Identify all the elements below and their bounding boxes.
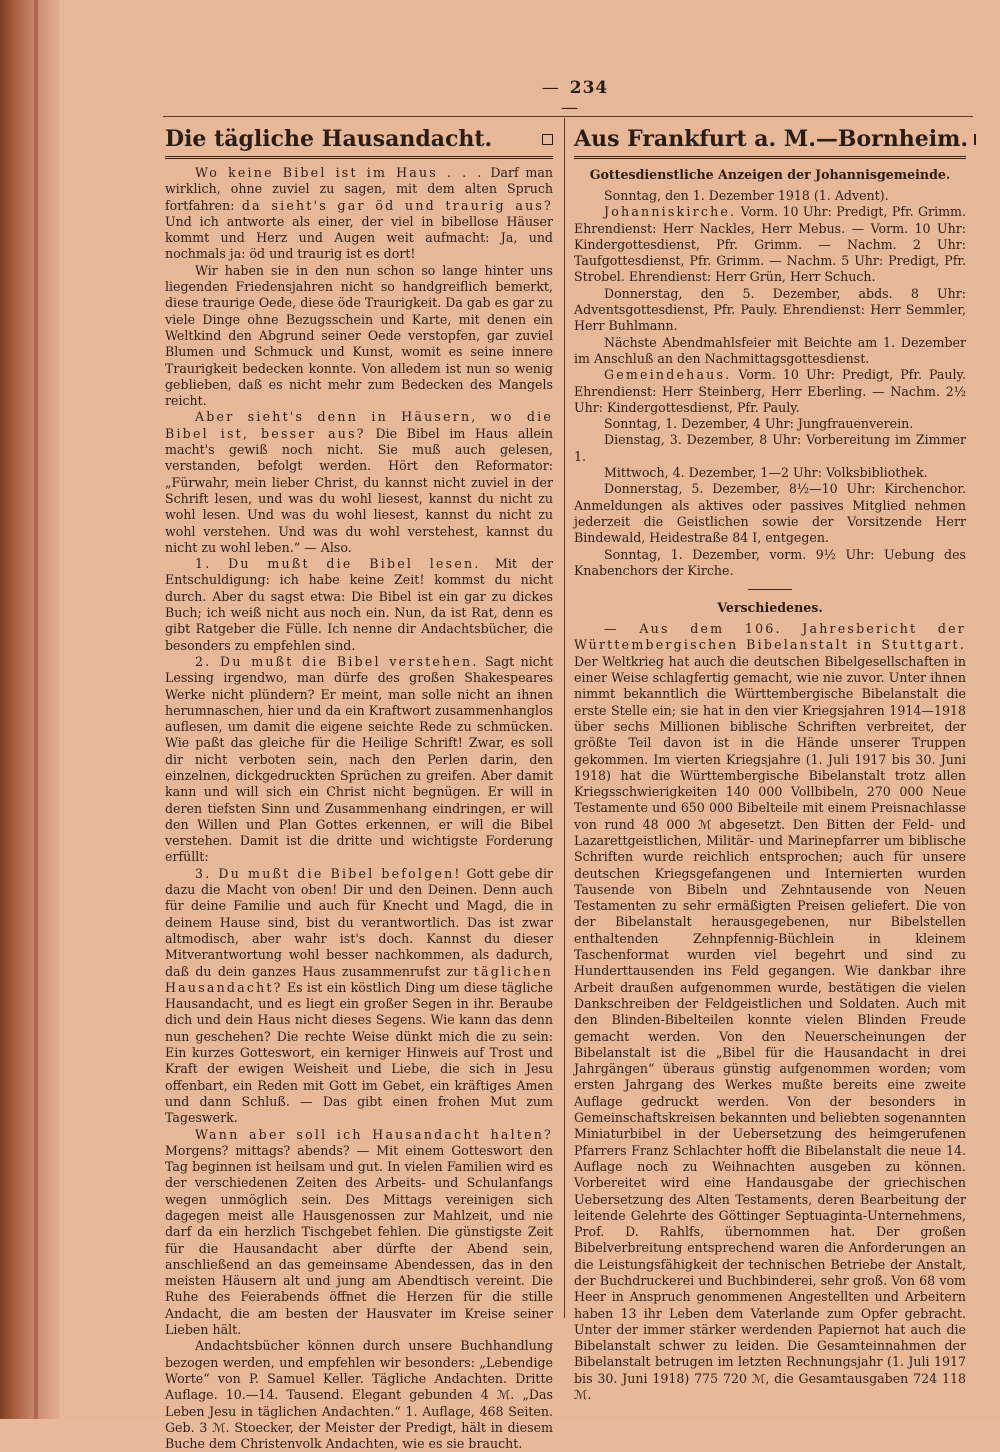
- right-paragraph-7: Dienstag, 3. Dezember, 8 Uhr: Vorbereitung im Zimmer 1.: [574, 432, 966, 464]
- section-divider: [748, 589, 792, 590]
- spaced-phrase: da sieht's gar öd und traurig aus?: [241, 197, 553, 213]
- right-paragraph-4: Nächste Abendmahlsfeier mit Beichte am 1. Dezember im Anschluß an den Nachmittagsgottesdienst.: [574, 334, 966, 366]
- left-paragraph-6: [165, 866, 553, 1127]
- spaced-phrase: Johanniskirche.: [604, 204, 737, 220]
- text-run: Mit der Entschuldigung: ich habe keine Zeit! kommst du nicht durch. Aber du sagst etwa: Die Bibel ist ein gar zu dickes Buch; ich weiß nicht aus noch ein. Nun, da ist Rat, denn es gibt Ratgeber die Fülle. Ich nenne dir Andachtsbücher, die besonders zu empfehlen sind.: [165, 556, 554, 653]
- spaced-phrase: Gemeindehaus.: [604, 367, 732, 383]
- text-run: Morgens? mittags? abends? — Mit einem Gotteswort den Tag beginnen ist heilsam und gut. In vielen Familien wird es der verschiedenen Zeiten des Arbeits- und Schulanfangs wegen unmöglich sein. Des Mittags vereinigen sich dagegen meist alle Hausgenossen zur Mahlzeit, und nie darf da ein herzlich Tischgebet fehlen. Die günstigste Zeit für die Hausandacht aber dürfte der Abend sein, anschließend an das gemeinsame Abendessen, das in den meisten Häusern alt und jung am Abendtisch vereint. Die Ruhe des Feierabends öffnet die Herzen für die stille Andacht, die am besten der Hausvater im Kreise seiner Lieben hält.: [165, 1142, 553, 1338]
- page-number-dash-left: —: [541, 78, 560, 98]
- right-paragraph-11: [574, 621, 966, 1403]
- left-column-title-text: Die tägliche Hausandacht.: [165, 126, 493, 152]
- spaced-phrase: täglichen Hausandacht?: [165, 963, 553, 995]
- page-number-value: 234: [569, 78, 609, 98]
- square-ornament-icon: [542, 134, 553, 145]
- spaced-phrase: 3. Du mußt die Bibel befolgen!: [195, 865, 462, 881]
- right-paragraph-9: Donnerstag, 5. Dezember, 8½—10 Uhr: Kirchenchor. Anmeldungen als aktives oder passives Mitglied nehmen jederzeit die Geistlichen sowie der Vorsitzende Herr Bindewald, Heidestraße 84 I, entgegen.: [574, 481, 966, 546]
- spaced-phrase: Aber sieht's denn in Häusern, wo die Bibel ist, besser aus?: [165, 409, 553, 441]
- page-number-dash-right: —: [561, 98, 579, 118]
- column-divider: [564, 118, 565, 1318]
- text-run: Und ich antworte als einer, der viel in bibellose Häuser kommt und Herz und Augen weit aufmacht: Ja, und nochmals ja: öd und traurig ist es dort!: [165, 213, 553, 262]
- spaced-phrase: Wann aber soll ich Hausandacht halten?: [195, 1126, 553, 1142]
- spaced-phrase: 2. Du mußt die Bibel verstehen.: [195, 653, 479, 669]
- text-run: Es ist ein köstlich Ding um diese tägliche Hausandacht, und es liegt ein großer Segen in ihr. Beraube dich und dein Haus nicht dieses Segens. Wie kann das denn nun geschehen? Die rechte Weise dünkt mich die zu sein: Ein kurzes Gotteswort, ein kerniger Hinweis auf Trost und Kraft der ewigen Weisheit und Liebe, die sich in Jesu offenbart, ein Reden mit Gott im Gebet, ein kräftiges Amen und dann Schluß. — Das gibt einen frohen Mut zum Tageswerk.: [165, 979, 553, 1126]
- left-paragraph-2: Wir haben sie in den nun schon so lange hinter uns liegenden Friedensjahren nicht so handgreiflich bemerkt, diese traurige Oede, diese öde Traurigkeit. Da gab es gar zu viele Dinge ohne Bezugsschein und Karte, mit denen ein Weltkind den Abgrund seiner Oede verstopfen, gar zuviel Blumen und Schmuck und Kunst, womit es seine innere Traurigkeit bedecken konnte. Von alledem ist nun so wenig geblieben, daß es nicht mehr zum Bedecken des Mangels reicht.: [165, 262, 553, 409]
- text-run: Die Bibel im Haus allein macht's gewiß noch nicht. Sie muß auch gelesen, verstanden, befolgt werden. Hört den Reformator: „Fürwahr, mein lieber Christ, du kannst nicht zuviel in der Schrift lesen, und was du wohl liesest, kannst du nicht zu wohl lesen. Und was du wohl liesest, kannst du nicht zu wohl verstehen. Und was du wohl verstehest, kannst du nicht zu wohl leben.“ — Also.: [165, 425, 553, 555]
- right-paragraph-8: Mittwoch, 4. Dezember, 1—2 Uhr: Volksbibliothek.: [604, 465, 928, 481]
- left-paragraph-8: Andachtsbücher können durch unsere Buchhandlung bezogen werden, und empfehlen wir besonders: „Lebendige Worte“ von P. Samuel Keller. Tägliche Andachten. Dritte Auflage. 10.—14. Tausend. Elegant gebunden 4 ℳ. „Das Leben Jesu in täglichen Andachten.“ 1. Auflage, 468 Seiten. Geb. 3 ℳ. Stoecker, der Meister der Predigt, hält in diesem Buche dem Christenvolk Andachten, wie es sie braucht.: [165, 1338, 553, 1452]
- left-column: [165, 126, 553, 1452]
- left-column-title: [165, 126, 553, 159]
- right-paragraph-2: [574, 204, 966, 285]
- text-run: Vorm. 10 Uhr: Predigt, Pfr. Pauly. Ehrendienst: Herr Steinberg, Herr Eberling. — Nachm. 2½ Uhr: Kindergottesdienst, Pfr. Pauly.: [574, 367, 966, 415]
- spaced-phrase: — Aus dem 106. Jahresbericht der Württembergischen Bibelanstalt in Stuttgart.: [574, 621, 966, 653]
- right-column-title: [574, 126, 969, 159]
- sub-heading-services: Gottesdienstliche Anzeigen der Johannisgemeinde.: [589, 167, 951, 182]
- binding-edge: [34, 0, 38, 1419]
- left-paragraph-7: [165, 1127, 553, 1339]
- right-column-title-text: Aus Frankfurt a. M.—Bornheim.: [574, 126, 969, 152]
- right-paragraph-1: Sonntag, den 1. Dezember 1918 (1. Advent).: [604, 188, 889, 203]
- sub-heading-misc: Verschiedenes.: [717, 600, 823, 616]
- text-run: Sagt nicht Lessing irgendwo, man dürfe des großen Shakespeares Werke nicht plündern? Er meint, man solle nicht an ihnen herumnaschen, hier und da ein Kraftwort zusammenhanglos auflesen, um damit die eigene seichte Rede zu schmücken. Wie paßt das gleiche für die Heilige Schrift! Zwar, es soll dir nicht verboten sein, nach den Perlen darin, den einzelnen, dickgedruckten Sprüchen zu greifen. Aber damit kann und will sich ein Christ nicht begnügen. Er will in deren tiefsten Sinn und Zusammenhang eindringen, er will den Willen und Plan Gottes erkennen, er will die Bibel verstehen. Damit ist die dritte und wichtigste Forderung erfüllt:: [165, 653, 553, 865]
- text-run: Der Weltkrieg hat auch die deutschen Bibelgesellschaften in einer Weise schlagfertig gemacht, wie nie zuvor. Unter ihnen nimmt bekanntlich die Württembergische Bibelanstalt die erste Stelle ein; sie hat in den vier Kriegsjahren 1914—1918 über sechs Millionen biblische Schriften verbreitet, der größte Teil davon ist in die Hände unserer Truppen gekommen. Im vierten Kriegsjahre (1. Juli 1917 bis 30. Juni 1918) hat die Württembergische Bibelanstalt trotz allen Kriegsschwierigkeiten 140 000 Vollbibeln, 270 000 Neue Testamente und 650 000 Bibelteile mit einem Preisnachlasse von rund 48 000 ℳ abgesetzt. Den Bitten der Feld- und Lazarettgeistlichen, Militär- und Marinepfarrer um biblische Schriften wurde reichlich entsprochen; auch für unsere deutschen Kriegsgefangenen und Internierten wurden Tausende von Bibeln und Zehntausende von Neuen Testamenten zu sehr ermäßigten Preisen geliefert. Die von der Bibelanstalt herausgegebenen, nur Bibelstellen enthaltenden Zehnpfennig-Büchlein in kleinem Taschenformat wurden viel begehrt und sind zu Hunderttausenden ins Feld gegangen. Wie dankbar ihre Arbeit draußen aufgenommen wurde, bestätigen die vielen Dankschreiben der Feldgeistlichen und Soldaten. Auch mit den Blinden-Bibelteilen konnte vielen Blinden Freude gemacht werden. Von den Neuerscheinungen der Bibelanstalt ist die „Bibel für die Hausandacht in drei Jahrgängen“ überaus günstig aufgenommen worden; vom ersten Jahrgang des Werkes mußte bereits eine zweite Auflage gedruckt werden. Von der besonders in Gemeinschaftskreisen bekannten und beliebten sogenannten Miniaturbibel in der Uebersetzung des heimgerufenen Pfarrers Franz Schlachter hofft die Bibelanstalt die neue 14. Auflage noch zu Weihnachten ausgeben zu können. Vorbereitet wird eine Handausgabe der griechischen Uebersetzung des Alten Testaments, deren Bearbeitung der leitende Gelehrte des Göttinger Septuaginta-Unternehmens, Prof. D. Rahlfs, übernommen hat. Der großen Bibelverbreitung entsprechend waren die Anforderungen an die Leistungsfähigkeit der technischen Betriebe der Anstalt, der Buchdruckerei und Buchbinderei, sehr groß. Von 68 vom Heer in Anspruch genommenen Angestellten und Arbeitern haben 13 ihr Leben dem Vaterlande zum Opfer gebracht. Unter der immer stärker werdenden Papiernot hat auch die Bibelanstalt schwer zu leiden. Die Gesamteinnahmen der Bibelanstalt betrugen im letzten Rechnungsjahr (1. Juli 1917 bis 30. Juni 1918) 775 720 ℳ, die Gesamtausgaben 724 118 ℳ.: [574, 653, 966, 1403]
- spaced-phrase: Wo keine Bibel ist im Haus . . .: [195, 165, 484, 180]
- right-paragraph-5: [574, 367, 966, 416]
- right-column: [574, 126, 969, 1403]
- right-paragraph-6: Sonntag, 1. Dezember, 4 Uhr: Jungfrauenverein.: [604, 416, 914, 432]
- left-paragraph-5: [165, 654, 553, 866]
- right-paragraph-3: Donnerstag, den 5. Dezember, abds. 8 Uhr: Adventsgottesdienst, Pfr. Pauly. Ehrendienst: Herr Semmler, Herr Buhlmann.: [574, 285, 966, 334]
- book-binding: [0, 0, 62, 1419]
- top-rule: [163, 116, 973, 117]
- left-paragraph-1: [165, 165, 553, 263]
- left-paragraph-4: [165, 556, 553, 654]
- right-paragraph-10: Sonntag, 1. Dezember, vorm. 9½ Uhr: Uebung des Knabenchors der Kirche.: [574, 546, 966, 578]
- left-paragraph-3: [165, 409, 553, 556]
- text-run: Gott gebe dir dazu die Macht von oben! Dir und den Deinen. Denn auch für deine Familie und auch für Knecht und Magd, die in deinem Hause sind, bist du verantwortlich. Das ist zwar altmodisch, aber wahr ist's doch. Kannst du dieser Mitverantwortung wohl besser nachkommen, als dadurch, daß du dein ganzes Haus zusammenrufst zur: [165, 865, 553, 979]
- text-run: Darf man wirklich, ohne zuviel zu sagen, mit dem alten Spruch fortfahren:: [165, 165, 553, 213]
- spaced-phrase: 1. Du mußt die Bibel lesen.: [195, 556, 481, 572]
- text-run: Vorm. 10 Uhr: Predigt, Pfr. Grimm. Ehrendienst: Herr Nackles, Herr Mebus. — Vorm. 10 Uhr: Kindergottesdienst, Pfr. Grimm. — Nachm. 2 Uhr: Taufgottesdienst, Pfr. Grimm. — Nachm. 5 Uhr: Predigt, Pfr. Strobel. Ehrendienst: Herr Grün, Herr Schuch.: [574, 204, 966, 285]
- square-ornament-icon: [974, 134, 976, 145]
- page-number: [520, 78, 620, 118]
